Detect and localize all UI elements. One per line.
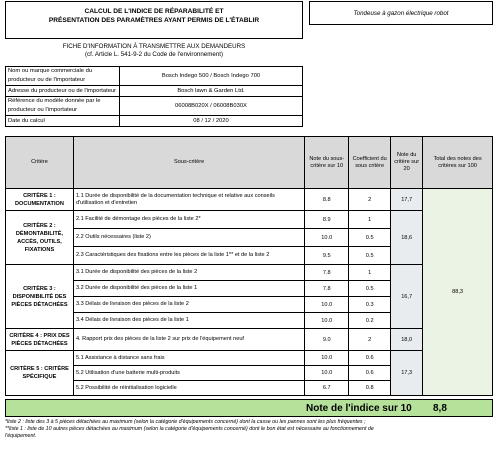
info-value: Bosch lawn & Garden Ltd. <box>120 86 303 97</box>
fiche-line-2: (cf. Article L. 541-9-2 du Code de l'environnement) <box>84 51 224 58</box>
subcritere-label: 5.2 Possibilité de réinitialisation logicielle <box>73 381 304 396</box>
subcritere-coef: 0.8 <box>349 381 391 396</box>
title-line-1: CALCUL DE L'INDICE DE RÉPARABILITÉ ET <box>84 8 224 15</box>
subcritere-coef: 0.5 <box>349 281 391 297</box>
critere-4-name: CRITÈRE 4 : PRIX DES PIÈCES DÉTACHÉES <box>6 329 74 351</box>
footnote-liste-1-cont: l'équipement. <box>5 433 37 439</box>
info-label: Référence du modèle donnée par le producteur ou l'importateur <box>6 97 120 116</box>
subcritere-coef: 1 <box>349 211 391 229</box>
subcritere-label: 4. Rapport prix des pièces de la liste 2 sur prix de l'équipement neuf <box>73 329 304 351</box>
table-header-row <box>6 137 493 189</box>
table-row <box>6 211 493 229</box>
product-box <box>309 1 493 25</box>
final-score-label: Note de l'indice sur 10 <box>306 403 412 414</box>
info-value: 06008B020X / 06008B030X <box>120 97 303 116</box>
fiche-line-1: FICHE D'INFORMATION À TRANSMETTRE AUX DEMANDEURS <box>62 43 246 50</box>
info-value: Bosch Indego 500 / Bosch Indego 700 <box>120 67 303 86</box>
critere-2-name: CRITÈRE 2 : DÉMONTABILITÉ, ACCÈS, OUTILS, FIXATIONS <box>6 211 74 265</box>
header-total: Total des notes des critères sur 100 <box>423 137 493 189</box>
subcritere-note: 10.0 <box>305 351 349 366</box>
critere-2-note: 18,6 <box>391 211 423 265</box>
subcritere-note: 9.5 <box>305 247 349 265</box>
fiche-heading <box>5 43 303 59</box>
header-note-critere: Note du critère sur 20 <box>391 137 423 189</box>
repairability-table <box>5 136 493 396</box>
header-coefficient: Coefficient du sous critère <box>349 137 391 189</box>
footnote-liste-2: *liste 2 : liste des 3 à 5 pièces détachées au maximum (selon la catégorie d'équipements concerné) dont la casse ou les pannes sont les plus fréquentes ; <box>5 419 366 425</box>
title-line-2: PRÉSENTATION DES PARAMÈTRES AYANT PERMIS DE L'ÉTABLIR <box>48 17 260 24</box>
subcritere-coef: 1 <box>349 265 391 281</box>
info-label: Nom ou marque commerciale du producteur ou de l'importateur <box>6 67 120 86</box>
info-value: 08 / 12 / 2020 <box>120 116 303 127</box>
subcritere-note: 10.0 <box>305 297 349 313</box>
subcritere-label: 3.1 Durée de disponibilité des pièces de la liste 2 <box>73 265 304 281</box>
info-label: Date du calcul <box>6 116 120 127</box>
subcritere-label: 3.3 Délais de livraison des pièces de la liste 2 <box>73 297 304 313</box>
critere-3-name: CRITÈRE 3 : DISPONIBILITÉ DES PIÈCES DÉTACHÉES <box>6 265 74 329</box>
subcritere-label: 3.2 Durée de disponibilité des pièces de la liste 1 <box>73 281 304 297</box>
subcritere-coef: 0.5 <box>349 247 391 265</box>
subcritere-note: 8.9 <box>305 211 349 229</box>
subcritere-label: 2.2 Outils nécessaires (liste 2) <box>73 229 304 247</box>
final-score-value: 8,8 <box>433 403 447 414</box>
info-row <box>6 97 303 116</box>
subcritere-coef: 2 <box>349 189 391 211</box>
subcritere-coef: 0.2 <box>349 313 391 329</box>
producer-info-table <box>5 66 303 127</box>
total-notes-value: 88,3 <box>452 289 463 295</box>
header-critere: Critère <box>6 137 74 189</box>
subcritere-note: 10.0 <box>305 229 349 247</box>
subcritere-label: 5.1 Assistance à distance sans frais <box>73 351 304 366</box>
subcritere-label: 2.1 Facilité de démontage des pièces de la liste 2* <box>73 211 304 229</box>
subcritere-label: 1.1 Durée de disponibilité de la documentation technique et relative aux conseils d'utilisation et d'entretien <box>73 189 304 211</box>
title-box <box>5 1 303 39</box>
total-notes-cell <box>423 189 493 396</box>
subcritere-note: 6.7 <box>305 381 349 396</box>
subcritere-coef: 0.6 <box>349 366 391 381</box>
subcritere-note: 9.0 <box>305 329 349 351</box>
subcritere-note: 10.0 <box>305 366 349 381</box>
subcritere-coef: 0.3 <box>349 297 391 313</box>
table-row <box>6 265 493 281</box>
info-label: Adresse du producteur ou de l'importateur <box>6 86 120 97</box>
header-note-sous-critere: Note du sous-critère sur 10 <box>305 137 349 189</box>
table-row <box>6 189 493 211</box>
footnotes <box>5 419 493 440</box>
subcritere-label: 3.4 Délais de livraison des pièces de la liste 1 <box>73 313 304 329</box>
table-row <box>6 329 493 351</box>
subcritere-coef: 2 <box>349 329 391 351</box>
info-row <box>6 116 303 127</box>
critere-5-note: 17,3 <box>391 351 423 396</box>
critere-5-name: CRITÈRE 5 : CRITÈRE SPÉCIFIQUE <box>6 351 74 396</box>
subcritere-label: 5.2 Utilisation d'une batterie multi-produits <box>73 366 304 381</box>
subcritere-note: 7.8 <box>305 281 349 297</box>
critere-1-note: 17,7 <box>391 189 423 211</box>
critere-4-note: 18,0 <box>391 329 423 351</box>
critere-1-name: CRITÈRE 1 : DOCUMENTATION <box>6 189 74 211</box>
table-row <box>6 351 493 366</box>
subcritere-label: 2.3 Caractéristiques des fixations entre les pièces de la liste 1** et de la liste 2 <box>73 247 304 265</box>
subcritere-note: 10.0 <box>305 313 349 329</box>
final-score-band <box>5 399 493 417</box>
info-row <box>6 86 303 97</box>
info-row <box>6 67 303 86</box>
subcritere-note: 8.8 <box>305 189 349 211</box>
subcritere-coef: 0.5 <box>349 229 391 247</box>
subcritere-coef: 0.6 <box>349 351 391 366</box>
critere-3-note: 16,7 <box>391 265 423 329</box>
footnote-liste-1: **liste 1 : liste de 10 autres pièces détachées au maximum (selon la catégorie d'équipements concerné) dont le bon état est nécessaire au fonctionnement de <box>5 426 374 432</box>
header-sous-critere: Sous-critère <box>73 137 304 189</box>
product-type: Tondeuse à gazon électrique robot <box>353 10 449 17</box>
subcritere-note: 7.8 <box>305 265 349 281</box>
